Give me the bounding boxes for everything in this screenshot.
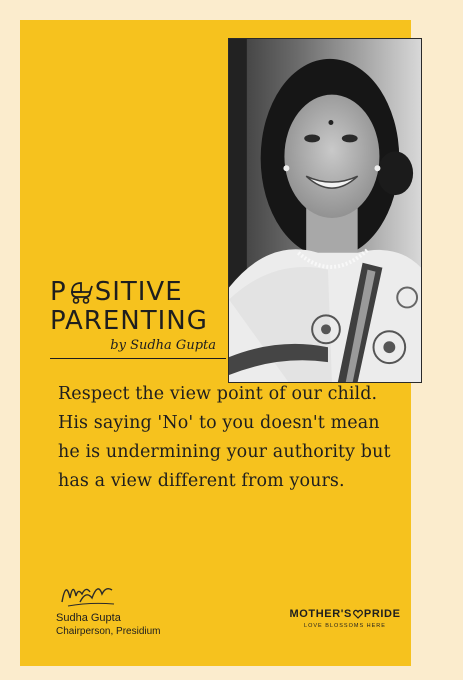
portrait-photo [228, 38, 422, 383]
poster-card [20, 20, 411, 666]
title-letters-sitive: SITIVE [94, 277, 183, 307]
brand-name [286, 608, 404, 620]
mothers-pride-logo [286, 608, 404, 629]
signature-block [56, 572, 161, 638]
title-parenting: PARENTING [50, 306, 208, 336]
pram-icon [68, 280, 94, 304]
brand-tagline: LOVE BLOSSOMS HERE [304, 623, 386, 629]
title-rule-bottom [50, 358, 226, 359]
brand-name-left: MOTHER'S [289, 608, 352, 620]
signature-role: Chairperson, Presidium [56, 626, 161, 637]
brand-name-right: PRIDE [363, 608, 401, 620]
heart-icon [353, 609, 363, 619]
portrait-image [229, 39, 421, 382]
handwritten-signature [56, 572, 122, 612]
title-letter-p: P [50, 277, 67, 307]
series-title [50, 278, 226, 353]
title-byline: by Sudha Gupta [110, 338, 216, 353]
title-positive [50, 278, 226, 306]
quote-text: Respect the view point of our child. His saying 'No' to you doesn't mean he is undermining your authority but has a view different from yours. [58, 384, 391, 491]
signature-name: Sudha Gupta [56, 612, 121, 624]
